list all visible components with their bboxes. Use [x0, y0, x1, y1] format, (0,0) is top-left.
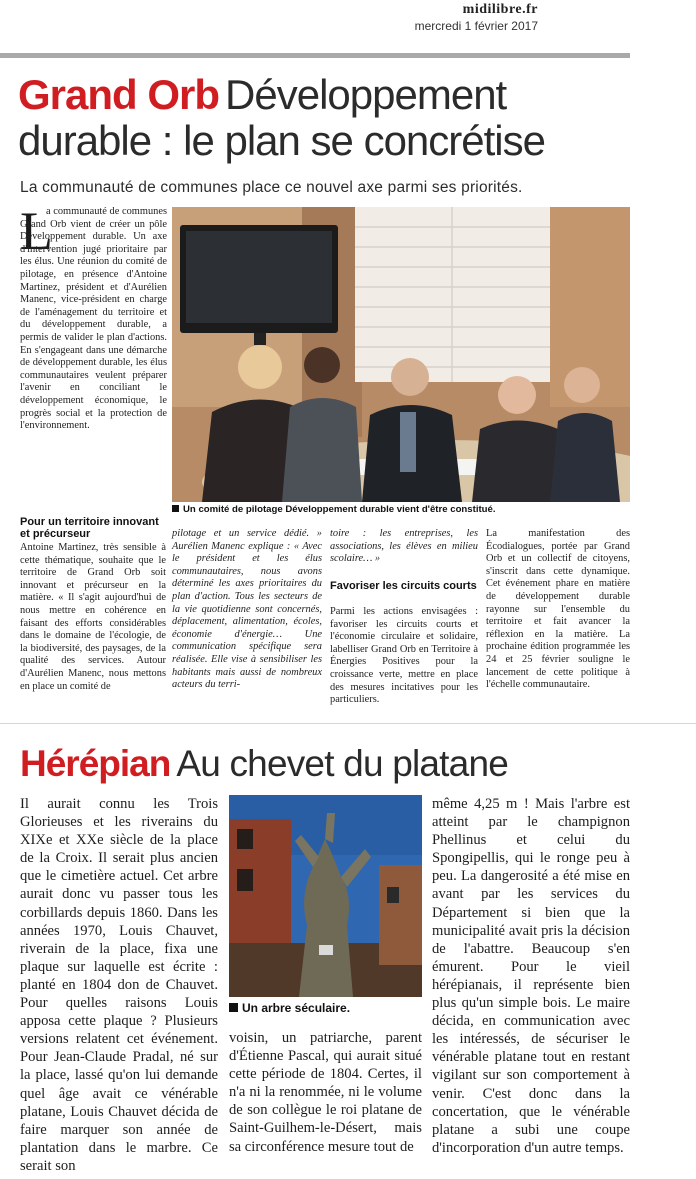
article1-column-c-top — [330, 528, 478, 566]
article2-title: Au chevet du platane — [176, 743, 508, 784]
article1-column-a-text: Antoine Martinez, très sensible à cette thématique, souhaite que le territoire de Grand Orb soit innovant et précurseur en la matière. « Il s'agit aujourd'hui de nous mettre en cohérence en faisant des efforts considérables dans le domaine de l'écologie, de la biodiversité, des paysages, de la qualité des services. Autour d'Aurélien Manenc, nous mettons en place un comité de — [20, 542, 166, 692]
article1-column-c-text: Parmi les actions envisagées : favoriser les circuits courts et l'économie circulaire et solidaire, labelliser Grand Orb en Territoire à Énergies Positives pour la croissance verte, mettre en place des mesures incitatives pour les particuliers. — [330, 606, 478, 706]
article2-column-3 — [432, 795, 630, 1157]
dropcap: L — [20, 201, 53, 261]
plane-tree-photo-caption: Un arbre séculaire. — [229, 1001, 350, 1015]
section-divider — [0, 723, 696, 724]
article1-title: Développement durable : le plan se concrétise — [18, 71, 545, 164]
article1-location: Grand Orb — [18, 71, 220, 118]
article1-column-c — [330, 606, 478, 707]
article1-column-b-text: pilotage et un service dédié. » Aurélien Manenc explique : « Avec le président et les élus communautaires, nous avons déterminé les axes prioritaires du plan d'action. Tous les secteurs de la vie quotidienne sont concernés, déplacement, alimentation, écoles, économie d'énergie… Une communication spécifique sera réalisée. Elle vise à sensibiliser les habitants mais aussi de nombreux acteurs du terri- — [172, 528, 322, 691]
article1-subhead: La communauté de communes place ce nouvel axe parmi ses priorités. — [20, 179, 523, 196]
edition-date: mercredi 1 février 2017 — [414, 19, 538, 33]
article1-lead — [20, 201, 167, 433]
article1-lead-text: a communauté de communes Grand Orb vient de créer un pôle Développement durable. Un axe d'intervention jugé prioritaire par les élus. Une réunion du comité de pilotage, en présence d'Antoine Martinez, président et d'Aurélien Manenc, vice-président en charge de l'aménagement du territoire et du développement durable, a permis de valider le plan d'actions. En s'engageant dans une démarche de développement durable, les élus communautaires veulent préparer l'avenir en conciliant le développement économique, le progrès social et la protection de l'environnement. — [20, 206, 167, 432]
article1-headline — [18, 72, 638, 164]
intertitle-territoire: Pour un territoire innovant et précurseur — [20, 516, 159, 540]
meeting-photo-caption: Un comité de pilotage Développement durable vient d'être constitué. — [172, 504, 496, 515]
article2-column-2-text: voisin, un patriarche, parent d'Étienne Pascal, qui aurait situé cette période de 1804. Certes, il n'a ni la renommée, ni le volume de son collègue le roi platane de Saint-Guilhem-le-Désert, mais sa circonférence mesure tout de — [229, 1030, 422, 1155]
intertitle-circuits: Favoriser les circuits courts — [330, 580, 477, 592]
article1-column-d-text: La manifestation des Écodialogues, portée par Grand Orb et un collectif de citoyens, s'inscrit dans cette dynamique. Cet événement phare en matière de développement durable rayonne sur l'ensemble du territoire et fait avancer la réflexion en la matière. La prochaine édition programmée les 24 et 25 février souligne le lancement de cette politique à l'échelle communautaire. — [486, 528, 630, 691]
site-name: midilibre.fr — [462, 2, 538, 17]
article1-column-a — [20, 542, 166, 693]
meeting-photo — [172, 207, 630, 502]
article2-column-3-text: même 4,25 m ! Mais l'arbre est atteint par le champignon Phellinus et celui du Spongipellis, qui le ronge peu à peu. La dangerosité a été mise en avant par les services du Département si bien que la municipalité avait pris la décision de l'abattre. Beaucoup s'en émurent. Pour le vieil hérépianais, il représente bien plus qu'un simple bois. Le maire décida, en communication avec les intéressés, de sécuriser le vénérable platane tout en restant vigilant sur son comportement à venir. C'est donc dans la concertation, que le vénérable platane a subi une coupe d'incorporation d'un autre temps. — [432, 796, 630, 1156]
article1-column-d — [486, 528, 630, 692]
top-rule — [0, 53, 630, 58]
article2-column-1 — [20, 795, 218, 1175]
article2-column-1-text: Il aurait connu les Trois Glorieuses et les riverains du XIXe et XXe siècle de la place de la Croix. Il serait plus ancien que le cimetière actuel. Cet arbre aurait donc vu passer tous les corbillards depuis 1860. Dans les années 1970, Louis Chauvet, riverain de la place, fixa une plaque sur laquelle est écrite : planté en 1804 don de Chauvet. Pour quelles raisons Louis apposa cette plaque ? Plusieurs versions relatent cet événement. Pour Jean-Claude Pradal, né sur la place, lassé qu'on lui demande quel âge avait ce vénérable platane, Louis Chauvet décida de faire marquer son année de plantation dans le marbre. Ce serait son — [20, 796, 218, 1174]
article1-column-c-top-text: toire : les entreprises, les associations, les élèves en milieu scolaire… » — [330, 528, 478, 565]
plane-tree-photo — [229, 795, 422, 997]
article2-headline — [20, 742, 508, 786]
article2-location: Hérépian — [20, 743, 171, 784]
masthead — [415, 2, 538, 33]
article2-column-2 — [229, 1029, 422, 1156]
article1-column-b — [172, 528, 322, 692]
